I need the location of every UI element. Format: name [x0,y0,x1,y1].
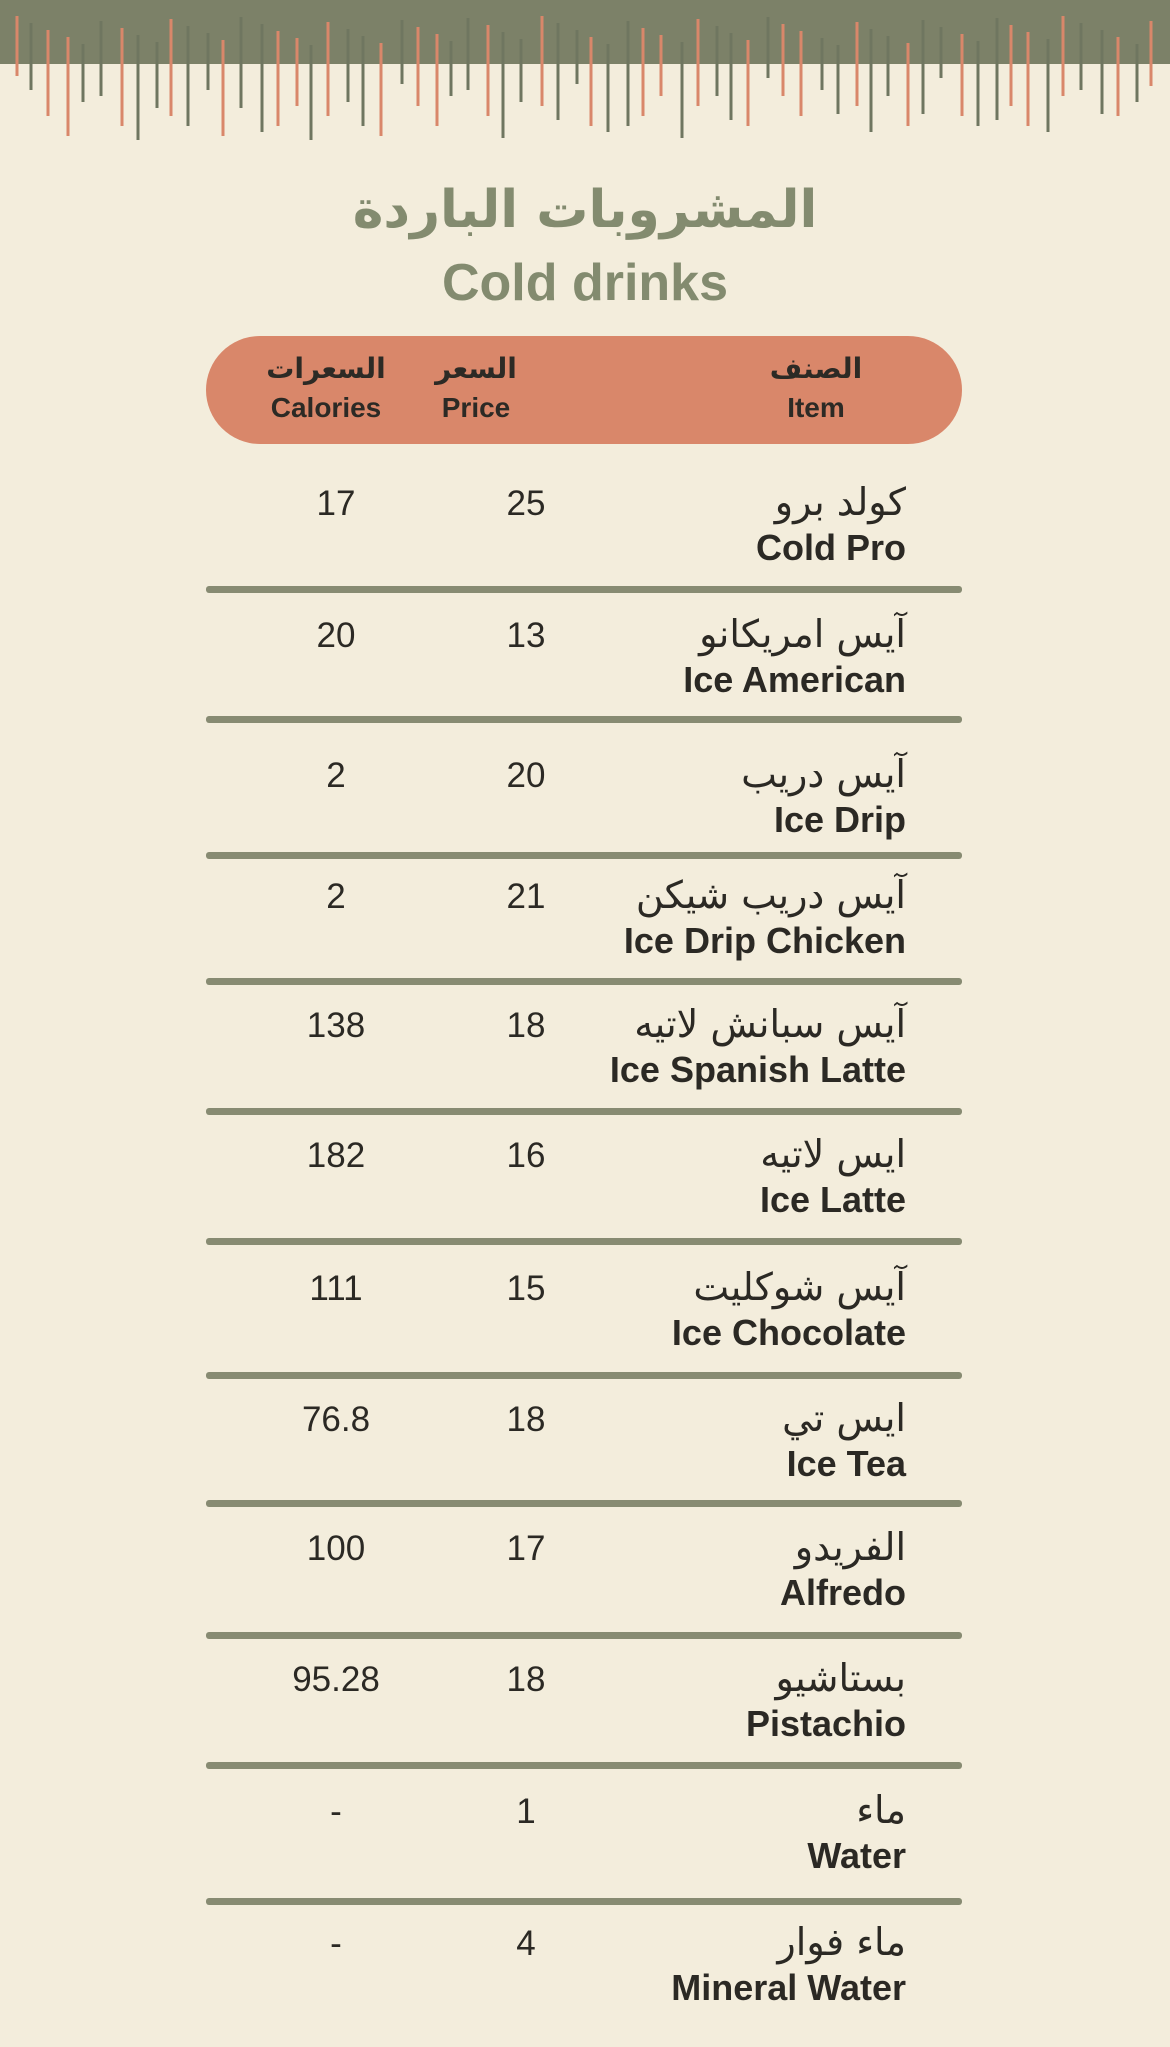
item-name-arabic: الفريدو [794,1525,906,1569]
band-background [0,0,1170,64]
item-name [782,1394,906,1486]
item-name [671,1918,906,2010]
item-price: 13 [506,616,546,655]
row-divider [206,852,962,859]
item-name-arabic: ايس لاتيه [760,1132,906,1176]
item-price: 15 [506,1269,546,1308]
header-calories [206,350,446,428]
item-price: 18 [506,1660,546,1699]
item-name-english: Water [807,1835,906,1876]
row-divider [206,586,962,593]
item-price: 17 [506,1529,546,1568]
item-name-arabic: ايس تي [782,1396,906,1440]
item-name-english: Alfredo [780,1572,906,1613]
item-name-arabic: ماء [856,1788,906,1832]
item-price: 16 [506,1136,546,1175]
item-name-english: Ice Drip [773,799,906,840]
item-calories: 111 [309,1269,363,1308]
item-name [807,1786,906,1878]
item-calories: 2 [326,877,346,916]
item-price: 25 [506,484,546,523]
item-name-english: Ice Spanish Latte [609,1049,906,1090]
item-name-english: Mineral Water [671,1967,906,2008]
item-name [780,1523,906,1615]
item-name-arabic: آيس امريكانو [699,612,906,656]
item-calories: 100 [306,1529,366,1568]
item-calories: - [330,1792,342,1831]
item-name-arabic: آيس دريب [741,752,906,796]
item-calories: 95.28 [292,1660,380,1699]
table-header [206,336,962,444]
row-divider [206,1108,962,1115]
row-divider [206,716,962,723]
item-calories: - [330,1924,342,1963]
row-divider [206,1632,962,1639]
item-calories: 76.8 [301,1400,371,1439]
item-calories: 20 [316,616,356,655]
item-name-english: Ice American [683,659,906,700]
item-calories: 138 [306,1006,366,1045]
item-name-english: Ice Tea [786,1443,906,1484]
header-price-english: Price [441,392,511,423]
item-name-arabic: ماء فوار [777,1920,906,1964]
row-divider [206,1762,962,1769]
item-price: 18 [506,1400,546,1439]
header-item [726,350,906,428]
item-price: 21 [506,877,546,916]
item-price: 1 [516,1792,536,1831]
item-name [760,1130,906,1222]
row-divider [206,1238,962,1245]
item-name-arabic: كولد برو [774,480,906,524]
header-calories-arabic: السعرات [266,352,386,385]
item-price: 4 [516,1924,536,1963]
item-price: 20 [506,756,546,795]
item-calories: 182 [306,1136,366,1175]
row-divider [206,1500,962,1507]
row-divider [206,1372,962,1379]
item-name-arabic: بستاشيو [775,1656,906,1700]
item-name [741,750,906,842]
header-item-arabic: الصنف [769,352,863,385]
item-name-english: Ice Latte [759,1179,906,1220]
item-name-arabic: آيس دريب شيكن [635,873,906,917]
item-name [610,1000,906,1092]
row-divider [206,978,962,985]
item-name [756,478,906,570]
item-name [683,610,906,702]
item-name-english: Ice Chocolate [671,1312,906,1353]
item-price: 18 [506,1006,546,1045]
item-name [746,1654,906,1746]
item-calories: 17 [316,484,356,523]
header-calories-english: Calories [270,392,382,423]
item-name-english: Cold Pro [756,527,906,568]
item-name [624,871,906,963]
page-title-arabic: المشروبات الباردة [352,180,818,240]
item-name-english: Pistachio [745,1703,906,1744]
item-calories: 2 [326,756,346,795]
item-name-arabic: آيس سبانش لاتيه [634,1002,906,1046]
item-name [672,1263,906,1355]
item-name-arabic: آيس شوكليت [693,1265,906,1309]
item-name-english: Ice Drip Chicken [623,920,906,961]
page-title-english: Cold drinks [441,254,729,312]
row-divider [206,1898,962,1905]
header-item-english: Item [787,392,845,423]
decorative-top-band [0,0,1170,140]
header-price-arabic: السعر [435,352,517,385]
